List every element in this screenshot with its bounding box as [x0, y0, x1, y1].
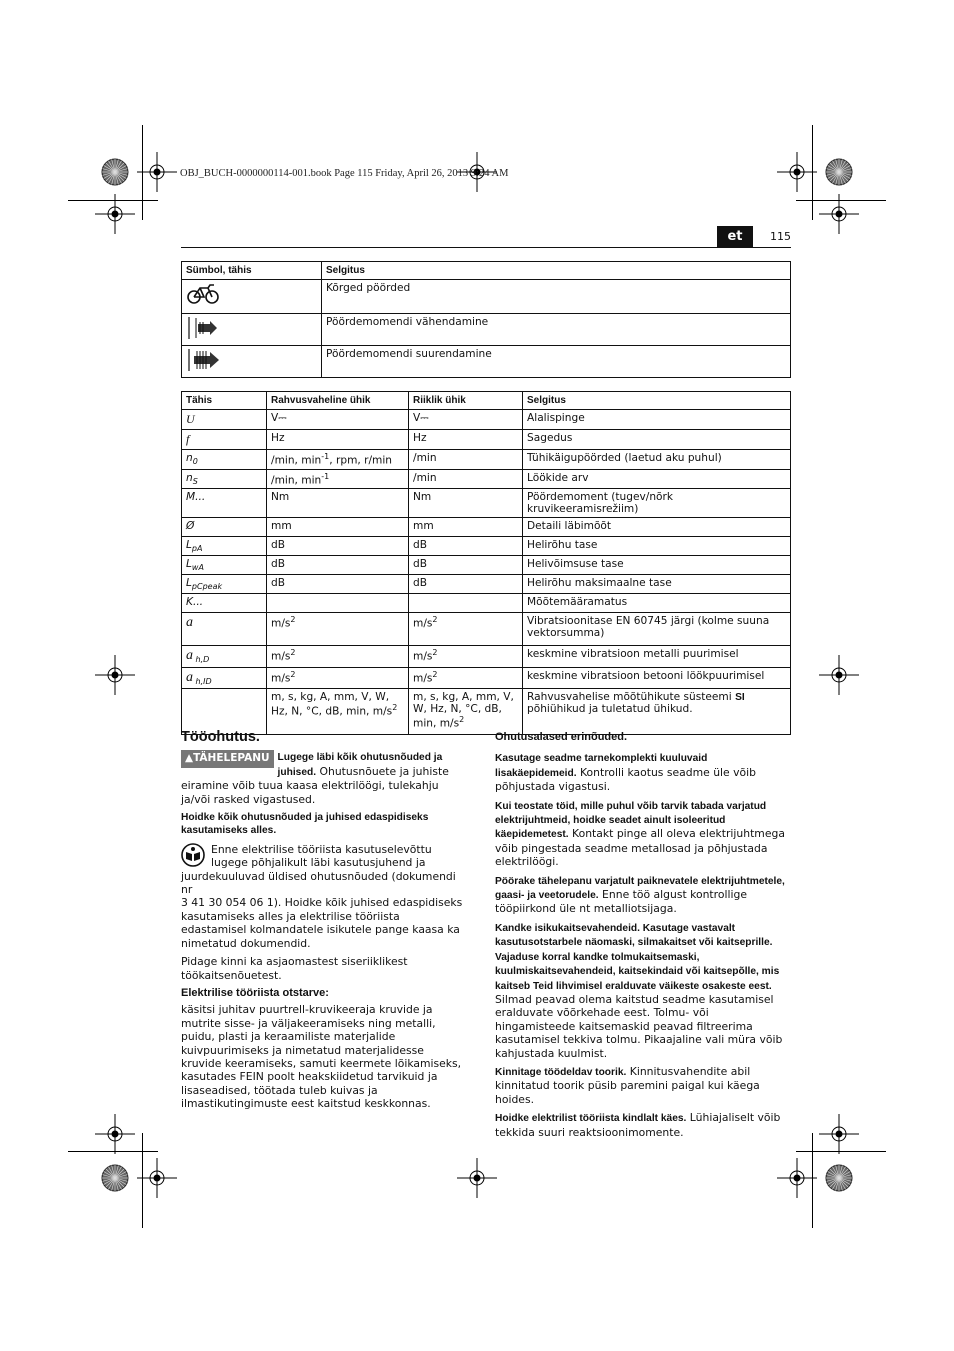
unit-text: /min, min — [271, 454, 322, 467]
crop-line — [68, 200, 158, 201]
warning-triangle-icon: ▲ — [185, 752, 194, 765]
explanation-text: Detaili läbimõõt — [527, 520, 612, 533]
unit-superscript: 2 — [290, 669, 296, 679]
symbol-cell — [182, 280, 322, 314]
intl-unit-cell — [267, 537, 409, 556]
symbol-subscript: pA — [191, 544, 203, 554]
table-row — [182, 518, 791, 537]
safety-bold: Kandke isikukaitsevahendeid. Kasutage vastavalt kasutusotstarbele näomaski, silmakaitset või kaitseprille. Vajaduse korral kandke tolmukaitsemaski, kuulmiskaitsevahendeid, kaitsekindaid või kaitsepõlle, mis kaitseb Teid lihvimisel eralduvate väikeste osakeste eest. — [495, 922, 780, 992]
read-manual-icon — [181, 843, 205, 867]
file-info-line: OBJ_BUCH-0000000114-001.book Page 115 Friday, April 26, 2013 9:24 AM — [180, 168, 509, 179]
intl-unit-cell — [267, 430, 409, 450]
color-rosette-mark — [101, 1164, 129, 1192]
symbol-cell — [182, 469, 267, 489]
symbol-cell — [182, 450, 267, 470]
explanation-cell — [523, 646, 791, 667]
safety-text: Kontrolli kaotus seadme üle võib põhjustada vigastusi. — [495, 765, 756, 794]
crosshair-mark — [95, 1114, 135, 1154]
symbol-text: L — [186, 539, 192, 552]
right-column — [495, 731, 791, 1144]
symbol-subscript: h,D — [193, 655, 210, 665]
national-unit-cell — [409, 667, 523, 688]
symbol-col-header: Tähis — [182, 392, 267, 410]
intl-unit-cell — [267, 556, 409, 575]
explanation-cell — [523, 613, 791, 646]
unit-superscript: 2 — [290, 615, 296, 625]
symbol-cell — [182, 646, 267, 667]
unit-text: dB — [271, 577, 285, 590]
symbol-text: a — [186, 615, 193, 631]
safety-paragraph — [495, 1111, 791, 1139]
left-column — [181, 731, 465, 1116]
unit-text: m/s — [413, 617, 433, 630]
symbol-text: n — [186, 452, 193, 464]
unit-superscript: -1 — [321, 471, 330, 481]
crosshair-mark — [777, 1158, 817, 1198]
warning-text: Ohutusnõuete ja juhiste eiramine võib tuua kaasa elektrilöögi, tulekahju ja/või rasked vigastused. — [181, 764, 449, 806]
intl-unit-cell — [267, 688, 409, 734]
crop-line — [142, 125, 143, 220]
unit-text: /min — [413, 452, 437, 464]
national-unit-cell — [409, 688, 523, 734]
unit-superscript: 2 — [432, 648, 438, 658]
unit-text: dB — [413, 539, 427, 552]
symbol-text: M... — [186, 491, 206, 504]
table-row — [182, 537, 791, 556]
symbol-subscript: wA — [191, 563, 204, 573]
safety-text: Enne töö algust kontrollige tööpiirkond üle nt metalliotsijaga. — [495, 888, 747, 916]
intl-unit-col-header: Rahvusvaheline ühik — [267, 392, 409, 410]
explanation-cell — [523, 450, 791, 470]
national-unit-cell — [409, 518, 523, 537]
symbol-text: K... — [186, 596, 204, 609]
intl-unit-cell — [267, 518, 409, 537]
crosshair-mark — [137, 1158, 177, 1198]
units-table — [181, 391, 791, 735]
unit-text-tail: , rpm, r/min — [329, 454, 393, 467]
symbol-text: Ø — [186, 520, 195, 533]
safety-paragraph — [495, 874, 791, 916]
table-row — [182, 594, 791, 613]
symbol-cell — [182, 613, 267, 646]
crop-line — [142, 1133, 143, 1228]
safety-text: Kontakt pinge all oleva elektrijuhtmega võib pingestada seadme metallosad ja põhjustada elektrilöögi. — [495, 827, 785, 869]
unit-text: Nm — [413, 491, 432, 504]
explanation-cell: Kõrged pöörded — [322, 280, 791, 314]
crosshair-mark — [95, 655, 135, 695]
safety-text: Silmad peavad olema kaitstud seadme kasutamisel eralduvate võõrkehade eest. Tolmu- või hingamisteede kaitsemaskid peavad filtreerima kasutamisel tekkiva tolmu. Pikaajaline vali müra võib kahjustada kuulmist. — [495, 992, 783, 1060]
color-rosette-mark — [101, 158, 129, 186]
symbol-cell — [182, 556, 267, 575]
torque-decrease-icon — [186, 316, 220, 340]
national-unit-cell — [409, 410, 523, 430]
unit-text: m/s — [413, 672, 433, 685]
unit-text: m/s — [413, 650, 433, 663]
safety-paragraph — [495, 751, 791, 793]
standards-text: Pidage kinni ka asjaomastest siseriiklikest töökaitsenõuetest. — [181, 955, 408, 982]
color-rosette-mark — [825, 1164, 853, 1192]
warning-label: TÄHELEPANU — [193, 752, 270, 765]
intl-unit-cell — [267, 450, 409, 470]
unit-text: dB — [271, 539, 285, 552]
safety-bold: Kinnitage töödeldav toorik. — [495, 1066, 627, 1078]
crop-line — [68, 1151, 158, 1152]
explanation-cell — [523, 667, 791, 688]
explanation-cell: Pöördemomendi suurendamine — [322, 346, 791, 378]
unit-superscript: 2 — [392, 702, 398, 712]
symbol-text: f — [186, 432, 190, 446]
unit-text: dB — [413, 577, 427, 590]
unit-superscript: 2 — [459, 714, 465, 724]
crosshair-mark — [819, 1114, 859, 1154]
unit-text: mm — [413, 520, 434, 533]
symbol-text: L — [186, 558, 192, 571]
section-title-special: Ohutusalased erinõuded. — [495, 731, 628, 743]
unit-superscript: 2 — [432, 615, 438, 625]
national-unit-cell — [409, 575, 523, 594]
symbol-subscript: 0 — [192, 457, 198, 467]
table-row — [182, 556, 791, 575]
symbol-cell — [182, 537, 267, 556]
explanation-text: Helivõimsuse tase — [527, 558, 624, 571]
explanation-cell — [523, 518, 791, 537]
safety-paragraph — [495, 921, 791, 1060]
table-row — [182, 646, 791, 667]
warning-badge — [181, 750, 274, 767]
explanation-cell: Pöördemomendi vähendamine — [322, 314, 791, 346]
symbol-text: a — [186, 648, 193, 664]
explanation-text: Mõõtemääramatus — [527, 596, 628, 609]
safety-text: Lühiajaliselt võib tekkida suuri reaktsioonimomente. — [495, 1111, 781, 1139]
explanation-text: Helirõhu maksimaalne tase — [527, 577, 672, 590]
table-row — [182, 450, 791, 470]
explanation-cell — [523, 575, 791, 594]
explanation-cell — [523, 594, 791, 613]
unit-text: m/s — [271, 650, 291, 663]
table-row — [182, 469, 791, 489]
safety-bold: Pöörake tähelepanu varjatult paiknevatele elektrijuhtmetele, gaasi- ja veetorudele. — [495, 875, 785, 902]
symbol-cell — [182, 594, 267, 613]
explanation-text: Rahvusvahelise mõõtühikute süsteemi — [527, 690, 736, 703]
crop-line — [812, 125, 813, 220]
symbol-text: a — [186, 669, 193, 685]
unit-text: m/s — [271, 672, 291, 685]
safety-paragraph — [495, 1065, 791, 1106]
safety-bold: Kui teostate töid, mille puhul võib tarvik tabada varjatud elektrijuhtmeid, hoidke seadet ainult isoleeritud käepidemetest. — [495, 800, 767, 841]
page-number: 115 — [770, 230, 791, 243]
crop-line — [812, 1133, 813, 1228]
symbol-cell — [182, 489, 267, 518]
symbol-cell — [182, 575, 267, 594]
symbol-cell — [182, 430, 267, 450]
national-unit-cell — [409, 646, 523, 667]
explanation-cell — [523, 469, 791, 489]
table-row — [182, 430, 791, 450]
table-row — [182, 688, 791, 734]
national-unit-cell — [409, 613, 523, 646]
crosshair-mark — [777, 152, 817, 192]
national-unit-cell — [409, 489, 523, 518]
intl-unit-cell — [267, 646, 409, 667]
explanation-cell — [523, 489, 791, 518]
header-rule — [181, 247, 791, 248]
explanation-cell — [523, 688, 791, 734]
torque-increase-icon — [186, 348, 222, 372]
explanation-cell — [523, 556, 791, 575]
unit-text: V⎓ — [271, 412, 287, 424]
symbol-cell — [182, 314, 322, 346]
purpose-text: käsitsi juhitav puurtrell-kruvikeeraja kruvide ja mutrite sisse- ja väljakeeramiseks ning metalli, puidu, plasti ja keraamiliste materjalide kuivpuurimiseks ja nimetatud materjalidesse kruvide keeramiseks, samuti keermete lõikamiseks, kasutades FEIN poolt heakskiidetud tarvikuid ja lisaseadised, töötada tuleb kuivas ja ilmastikutingimuste eest kaitstud keskkonnas. — [181, 1003, 462, 1111]
table-row — [182, 410, 791, 430]
color-rosette-mark — [825, 158, 853, 186]
unit-text: Hz — [413, 432, 427, 444]
symbol-table — [181, 261, 791, 378]
unit-text: /min — [413, 471, 437, 484]
manual-text-cont: 3 41 30 054 06 1). Hoidke kõik juhised edaspidiseks kasutamiseks alles ja elektrilise tööriista edastamisel kolmandatele isikutele pange kaasa ka nimetatud dokumendid. — [181, 896, 463, 950]
national-unit-col-header: Riiklik ühik — [409, 392, 523, 410]
crosshair-mark — [137, 152, 177, 192]
symbol-subscript: pCpeak — [191, 582, 223, 592]
explanation-text: Pöördemoment (tugev/nõrk kruvikeeramisrežiim) — [527, 491, 674, 516]
explanation-text: Vibratsioonitase EN 60745 järgi (kolme suuna vektorsumma) — [527, 615, 770, 640]
manual-text: Enne elektrilise tööriista kasutuselevõttu lugege põhjalikult läbi kasutusjuhend ja juurdekuuluvad üldised ohutusnõuded (dokumendi nr — [181, 842, 456, 897]
si-label: SI — [735, 691, 745, 703]
explanation-cell — [523, 537, 791, 556]
warning-bold: Lugege läbi kõik ohutusnõuded ja juhised. — [277, 752, 443, 778]
national-unit-cell — [409, 430, 523, 450]
purpose-title: Elektrilise tööriista otstarve: — [181, 986, 329, 999]
explanation-text: Alalispinge — [527, 412, 585, 424]
unit-text: dB — [271, 558, 285, 571]
symbol-cell — [182, 518, 267, 537]
intl-unit-cell — [267, 613, 409, 646]
symbol-text: U — [186, 412, 195, 426]
intl-unit-cell — [267, 667, 409, 688]
national-unit-cell — [409, 450, 523, 470]
intl-unit-cell — [267, 489, 409, 518]
symbol-text: n — [186, 471, 193, 484]
national-unit-cell — [409, 537, 523, 556]
explanation-col-header: Selgitus — [523, 392, 791, 410]
national-unit-cell — [409, 556, 523, 575]
symbol-header: Sümbol, tähis — [182, 262, 322, 280]
unit-superscript: 2 — [290, 648, 296, 658]
explanation-text: keskmine vibratsioon metalli puurimisel — [527, 648, 739, 661]
keep-instructions: Hoidke kõik ohutusnõuded ja juhised edaspidiseks kasutamiseks alles. — [181, 812, 429, 837]
intl-unit-cell — [267, 469, 409, 489]
warning-paragraph — [181, 750, 465, 806]
crosshair-mark — [457, 1158, 497, 1198]
unit-text: m/s — [271, 617, 291, 630]
crop-line — [796, 200, 886, 201]
unit-superscript: -1 — [321, 452, 330, 461]
symbol-cell — [182, 346, 322, 378]
explanation-text: keskmine vibratsioon betooni löökpuurimisel — [527, 669, 765, 682]
safety-text: Kinnitusvahendite abil kinnitatud toorik püsib paremini paigal kui käega hoides. — [495, 1064, 760, 1106]
explanation-text: Helirõhu tase — [527, 539, 598, 552]
explanation-header: Selgitus — [322, 262, 791, 280]
symbol-text: L — [186, 577, 192, 590]
intl-unit-cell — [267, 575, 409, 594]
unit-superscript: 2 — [432, 669, 438, 679]
unit-text: Nm — [271, 491, 290, 504]
language-tab: et — [717, 226, 753, 247]
unit-text: /min, min — [271, 474, 322, 487]
crop-line — [796, 1151, 886, 1152]
table-row — [182, 575, 791, 594]
symbol-cell — [182, 410, 267, 430]
explanation-cell — [523, 410, 791, 430]
unit-text: m, s, kg, A, mm, V, W, Hz, N, °C, dB, min, m/s — [271, 690, 393, 718]
symbol-subscript: S — [192, 476, 198, 486]
intl-unit-cell — [267, 410, 409, 430]
explanation-text: Löökide arv — [527, 471, 589, 484]
manual-paragraph — [181, 843, 465, 950]
explanation-text: Tühikäigupöörded (laetud aku puhul) — [527, 452, 722, 464]
unit-text: m, s, kg, A, mm, V, W, Hz, N, °C, dB, min, m/s — [413, 690, 514, 730]
safety-bold: Hoidke elektrilist tööriista kindlalt käes. — [495, 1113, 687, 1125]
national-unit-cell — [409, 469, 523, 489]
symbol-cell — [182, 667, 267, 688]
explanation-tail: põhiühikud ja tuletatud ühikud. — [527, 702, 693, 715]
safety-paragraph — [495, 799, 791, 869]
unit-text: V⎓ — [413, 412, 429, 424]
national-unit-cell — [409, 594, 523, 613]
safety-bold: Kasutage seadme tarnekomplekti kuuluvaid lisakäepidemeid. — [495, 753, 708, 779]
intl-unit-cell — [267, 594, 409, 613]
bicycle-icon — [186, 282, 220, 304]
crosshair-mark — [819, 655, 859, 695]
explanation-cell — [523, 430, 791, 450]
table-row — [182, 613, 791, 646]
table-row — [182, 667, 791, 688]
explanation-text: Sagedus — [527, 432, 573, 444]
table-row — [182, 489, 791, 518]
unit-text: Hz — [271, 432, 285, 444]
unit-text: dB — [413, 558, 427, 571]
section-title-safety: Tööohutus. — [181, 729, 260, 745]
symbol-cell — [182, 688, 267, 734]
unit-text: mm — [271, 520, 292, 533]
symbol-subscript: h,ID — [193, 676, 212, 686]
